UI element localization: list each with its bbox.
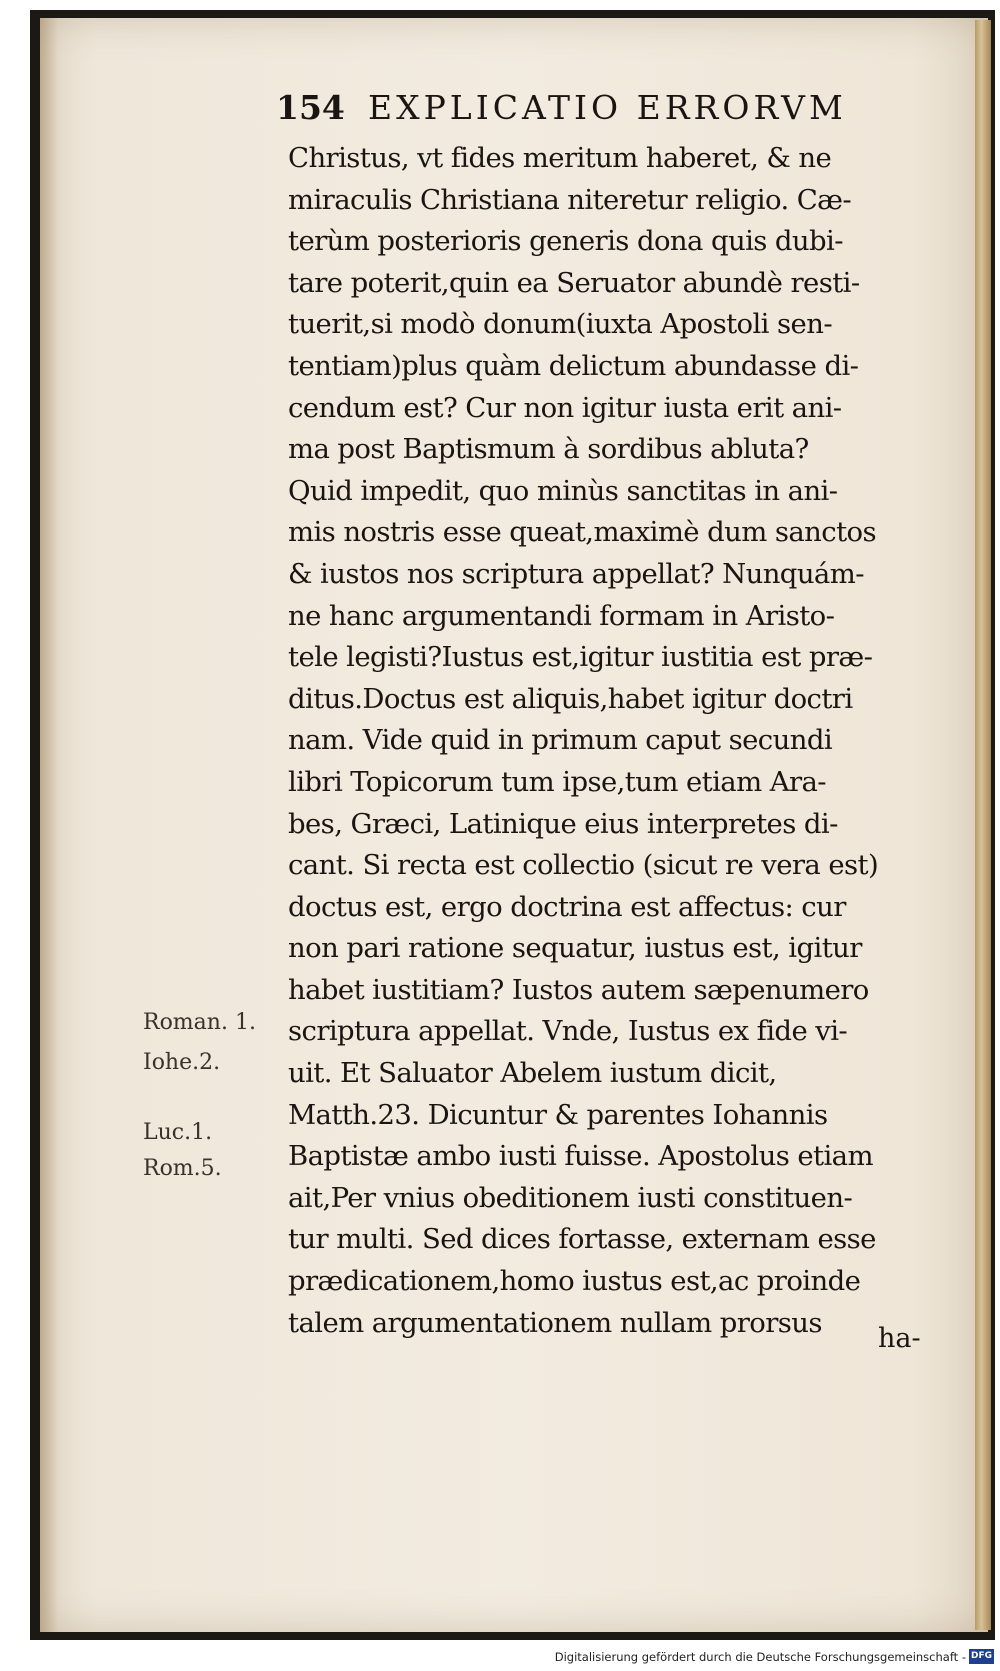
text-line: non pari ratione sequatur, iustus est, igitur: [288, 932, 862, 965]
dfg-logo-icon: DFG: [969, 1649, 994, 1664]
text-line: Baptistæ ambo iusti fuisse. Apostolus etiam: [288, 1140, 873, 1173]
page-fore-edge: [975, 20, 991, 1630]
text-line: ma post Baptismum à sordibus abluta?: [288, 433, 809, 466]
text-line: & iustos nos scriptura appellat? Nunquám-: [288, 557, 864, 590]
text-line: tuerit,si modò donum(iuxta Apostoli sen-: [288, 308, 833, 341]
text-line: tur multi. Sed dices fortasse, externam esse: [288, 1223, 876, 1256]
funding-credit: Digitalisierung gefördert durch die Deutsche Forschungsgemeinschaft -: [554, 1650, 966, 1664]
text-line: nam. Vide quid in primum caput secundi: [288, 724, 833, 757]
footer-bar: [0, 1645, 1000, 1671]
marginal-note: Rom.5.: [143, 1156, 222, 1181]
text-line: habet iustitiam? Iustos autem sæpenumero: [288, 973, 869, 1006]
text-line: scriptura appellat. Vnde, Iustus ex fide vi-: [288, 1015, 848, 1048]
text-line: bes, Græci, Latinique eius interpretes di-: [288, 807, 838, 840]
text-line: doctus est, ergo doctrina est affectus: cur: [288, 890, 846, 923]
body-text: [288, 138, 918, 1344]
text-line: tele legisti?Iustus est,igitur iustitia est præ-: [288, 641, 873, 674]
marginal-note: Luc.1.: [143, 1120, 213, 1145]
text-line: cant. Si recta est collectio (sicut re vera est): [288, 849, 879, 882]
text-line: prædicationem,homo iustus est,ac proinde: [288, 1265, 861, 1298]
page-gutter-shadow: [40, 18, 58, 1632]
text-line: ne hanc argumentandi formam in Aristo-: [288, 599, 835, 632]
text-line: Christus, vt fides meritum haberet, & ne: [288, 142, 832, 174]
catchword: ha-: [878, 1323, 921, 1354]
text-line: Matth.23. Dicuntur & parentes Iohannis: [288, 1098, 828, 1131]
text-line: tentiam)plus quàm delictum abundasse di-: [288, 349, 859, 382]
text-line: talem argumentationem nullam prorsus: [288, 1306, 822, 1339]
marginal-note: Iohe.2.: [143, 1050, 221, 1075]
text-line: terùm posterioris generis dona quis dubi-: [288, 225, 843, 258]
text-line: libri Topicorum tum ipse,tum etiam Ara-: [288, 765, 826, 798]
page-header: [276, 88, 896, 134]
marginal-note: Roman. 1.: [143, 1010, 256, 1035]
text-line: tare poterit,quin ea Seruator abundè resti-: [288, 266, 860, 299]
text-line: ait,Per vnius obeditionem iusti constituen-: [288, 1181, 853, 1214]
text-line: miraculis Christiana niteretur religio. Cæ-: [288, 183, 852, 216]
text-line: ditus.Doctus est aliquis,habet igitur doctri: [288, 682, 853, 715]
page-number: 154: [276, 88, 345, 127]
text-line: mis nostris esse queat,maximè dum sanctos: [288, 516, 876, 549]
running-title: EXPLICATIO ERRORVM: [368, 88, 847, 127]
text-line: Quid impedit, quo minùs sanctitas in ani-: [288, 474, 838, 507]
text-line: cendum est? Cur non igitur iusta erit ani-: [288, 391, 842, 424]
text-line: uit. Et Saluator Abelem iustum dicit,: [288, 1057, 777, 1090]
